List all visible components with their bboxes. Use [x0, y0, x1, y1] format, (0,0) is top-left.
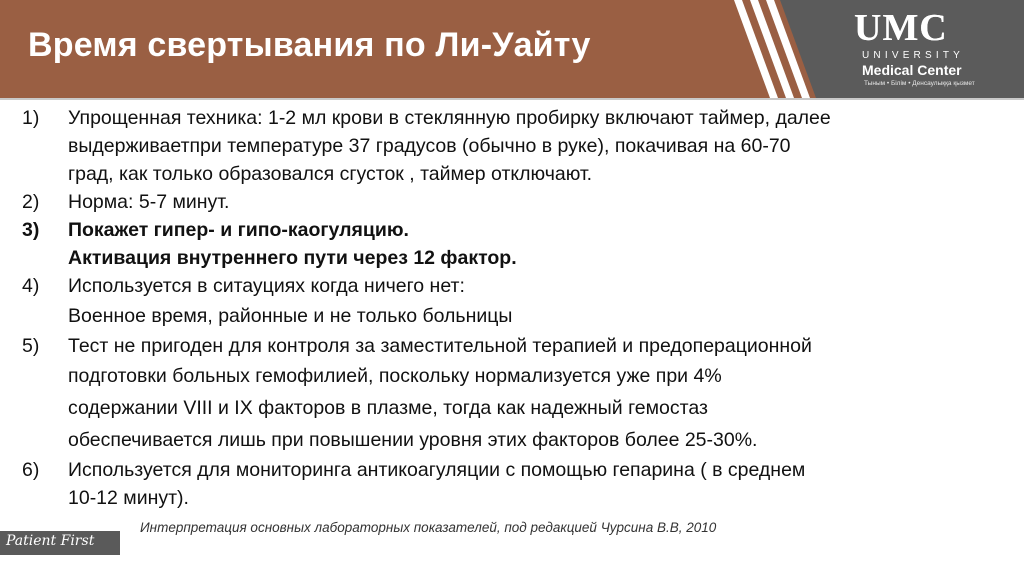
list-line: Военное время, районные и не только больницы	[68, 305, 513, 327]
umc-logo	[826, 0, 1024, 98]
patient-first-badge	[0, 531, 120, 555]
list-number: 1)	[22, 107, 40, 129]
list-line: Активация внутреннего пути через 12 фактор.	[68, 247, 517, 269]
list-line: 10-12 минут).	[68, 487, 189, 509]
list-line: Используется для мониторинга антикоагуляции с помощью гепарина ( в среднем	[68, 459, 806, 481]
logo-tagline: Тыным • Білім • Денсаулыққа қызмет	[864, 80, 975, 87]
list-line: подготовки больных гемофилией, поскольку нормализуется уже при 4%	[68, 365, 722, 387]
list-line: Норма: 5-7 минут.	[68, 191, 230, 213]
list-text	[68, 456, 1012, 512]
logo-umc-text: UMC	[854, 7, 948, 49]
list-number: 6)	[22, 459, 40, 481]
list-text	[68, 272, 1012, 332]
list-number: 3)	[22, 219, 40, 241]
logo-university-text: UNIVERSITY	[862, 50, 965, 61]
list-number: 5)	[22, 335, 40, 357]
list-text	[68, 104, 1012, 188]
source-citation: Интерпретация основных лабораторных показателей, под редакцией Чурсина В.В, 2010	[140, 520, 717, 535]
list-text	[68, 216, 1012, 272]
list-line: Тест не пригоден для контроля за заместительной терапией и предоперационной	[68, 335, 812, 357]
header-divider	[0, 98, 1024, 100]
list-line: выдерживаетпри температуре 37 градусов (обычно в руке), покачивая на 60-70	[68, 135, 791, 157]
list-item	[22, 104, 1012, 188]
patient-first-text: Patient First	[6, 533, 95, 549]
list-line: содержании VIII и IX факторов в плазме, тогда как надежный гемостаз	[68, 397, 708, 419]
list-line: Используется в ситауциях когда ничего нет:	[68, 275, 465, 297]
list-number: 4)	[22, 275, 40, 297]
list-item	[22, 332, 1012, 456]
logo-medical-center-text: Medical Center	[862, 62, 962, 78]
list-item	[22, 216, 1012, 272]
list-item	[22, 188, 1012, 216]
slide-header	[0, 0, 1024, 98]
list-line: Покажет гипер- и гипо-каогуляцию.	[68, 219, 409, 241]
list-line: Упрощенная техника: 1-2 мл крови в стеклянную пробирку включают таймер, далее	[68, 107, 831, 129]
list-number: 2)	[22, 191, 40, 213]
list-text	[68, 188, 1012, 216]
list-line: град, как только образовался сгусток , таймер отключают.	[68, 163, 593, 185]
numbered-list	[22, 104, 1012, 512]
slide-title: Время свертывания по Ли-Уайту	[28, 26, 591, 64]
list-item	[22, 456, 1012, 512]
list-text	[68, 332, 1012, 456]
list-item	[22, 272, 1012, 332]
list-line: обеспечивается лишь при повышении уровня этих факторов более 25-30%.	[68, 429, 758, 451]
